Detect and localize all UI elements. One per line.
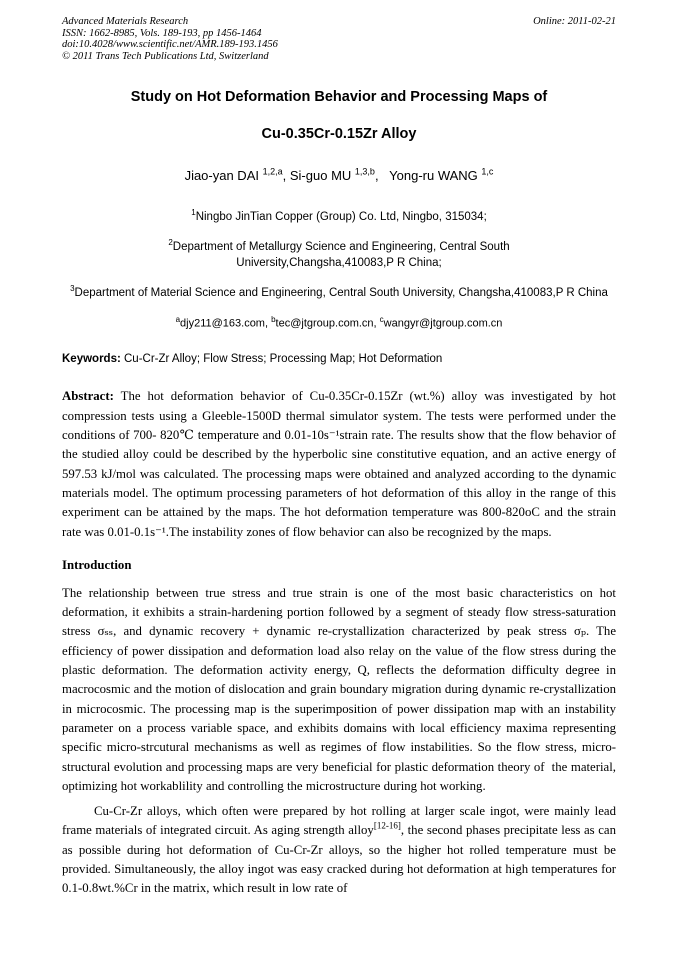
affiliation-2 bbox=[148, 235, 530, 271]
abstract-text: The hot deformation behavior of Cu-0.35Cr-0.15Zr (wt.%) alloy was investigated by hot compression tests using a Gleeble-1500D thermal simulator system. The tests were performed under the conditions of 700- 820℃ temperature and 0.01-10s⁻¹strain rate. The results show that the flow behavior of the studied alloy could be described by the hyperbolic sine constitutive equation, and an active energy of 597.53 kJ/mol was calculated. The processing maps were obtained and analyzed according to the dynamic materials model. The optimum processing parameters of hot deformation of this alloy in the range of this experiment can be attained by the maps. The hot deformation temperature was 800-820oC and the strain rate was 0.01-0.1s⁻¹.The instability zones of flow behavior can also be recognized by the maps. bbox=[62, 389, 616, 539]
author-2-sep: , bbox=[374, 168, 390, 184]
abstract-paragraph bbox=[62, 387, 616, 541]
email-2-text: tec@jtgroup.com.cn, bbox=[275, 317, 380, 330]
affiliation-3 bbox=[62, 281, 616, 301]
email-2-sup: b bbox=[271, 314, 276, 324]
affiliation-1 bbox=[62, 205, 616, 225]
author-1-sup: 1,2,a bbox=[262, 167, 283, 177]
journal-header-left bbox=[62, 16, 278, 62]
keywords-text: Cu-Cr-Zr Alloy; Flow Stress; Processing Map; Hot Deformation bbox=[120, 353, 443, 366]
email-3-sup: c bbox=[379, 314, 384, 324]
author-1 bbox=[185, 168, 290, 183]
email-3-text: wangyr@jtgroup.com.cn bbox=[383, 317, 503, 330]
intro-paragraph-1: The relationship between true stress and true strain is one of the most basic characteristics on hot deformation, it exhibits a strain-hardening portion followed by a segment of steady flow stress-saturation stress σₛₛ, and dynamic recovery + dynamic re-crystallization characterized by peak stress σₚ. The efficiency of power dissipation and deformation load also relay on the value of the flow stress during the plastic deformation. The deformation activity energy, Q, reflects the deformation difficulty degree in macrocosmic and the motion of dislocation and grain boundary migration during dynamic re-crystallization in microcosmic. The processing map is the superimposition of power dissipation map with an instability parameter on a process variable space, and exhibits domains with local efficiency maxima representing specific micro-strcutural mechanisms as well as regimes of flow instabilities. So the flow stress, micro-structural evolution and processing maps are very beneficial for plastic deformation theory of the material, optimizing hot workablility and controlling the microstructure during hot working. bbox=[62, 585, 616, 793]
online-date: Online: 2011-02-21 bbox=[533, 16, 616, 27]
author-3 bbox=[389, 168, 493, 183]
author-2 bbox=[290, 168, 389, 183]
journal-header bbox=[62, 16, 616, 62]
citation-ref-sup: [12-16] bbox=[373, 821, 401, 832]
paper-title-line2: Cu-0.35Cr-0.15Zr Alloy bbox=[261, 126, 417, 142]
affiliation-1-sup: 1 bbox=[191, 208, 196, 218]
paper-title-line1: Study on Hot Deformation Behavior and Processing Maps of bbox=[130, 89, 548, 105]
intro-paragraph-2 bbox=[62, 802, 616, 898]
author-3-sup: 1,c bbox=[481, 167, 494, 177]
intro-paragraph-2-part1: Cu-Cr-Zr alloys, which often were prepared by hot rolling at larger scale ingot, were mainly lead frame materials of integrated circuit. As aging strength alloy bbox=[62, 804, 616, 838]
affiliation-1-text: Ningbo JinTian Copper (Group) Co. Ltd, Ningbo, 315034; bbox=[195, 211, 487, 224]
author-1-sep: , bbox=[282, 168, 290, 184]
journal-name: Advanced Materials Research bbox=[62, 16, 189, 27]
copyright-line: © 2011 Trans Tech Publications Ltd, Switzerland bbox=[62, 50, 269, 62]
email-1-text: djy211@163.com, bbox=[180, 317, 272, 330]
emails-line bbox=[62, 315, 616, 330]
affiliation-3-sup: 3 bbox=[70, 283, 75, 293]
intro-paragraph-2-part2: , the second phases precipitate less as can as possible during hot deformation of Cu-Cr-Zr alloys, so the higher hot rolled temperature must be provided. Simultaneously, the alloy ingot was easy cracked during hot deformation at high temperatures for 0.1-0.8wt.%Cr in the matrix, which result in low rate of bbox=[62, 823, 616, 896]
author-1-name: Jiao-yan DAI bbox=[184, 168, 263, 184]
email-1-sup: a bbox=[175, 314, 181, 324]
doi-line: doi:10.4028/www.scientific.net/AMR.189-193.1456 bbox=[62, 39, 278, 50]
abstract-label: Abstract: bbox=[62, 389, 114, 404]
keywords-line bbox=[62, 353, 616, 365]
authors-line bbox=[62, 167, 616, 183]
author-2-name: Si-guo MU bbox=[289, 168, 355, 184]
issn-line: ISSN: 1662-8985, Vols. 189-193, pp 1456-1464 bbox=[62, 27, 262, 39]
author-2-sup: 1,3,b bbox=[354, 167, 375, 177]
affiliation-3-text: Department of Material Science and Engineering, Central South University, Changsha,410083,P R China bbox=[74, 286, 608, 299]
affiliation-2-text: Department of Metallurgy Science and Engineering, Central South University,Changsha,410083,P R China; bbox=[172, 240, 510, 269]
affiliation-2-sup: 2 bbox=[168, 238, 173, 248]
keywords-label: Keywords: bbox=[62, 353, 121, 366]
author-3-name: Yong-ru WANG bbox=[389, 168, 482, 184]
section-heading-introduction: Introduction bbox=[62, 557, 132, 572]
